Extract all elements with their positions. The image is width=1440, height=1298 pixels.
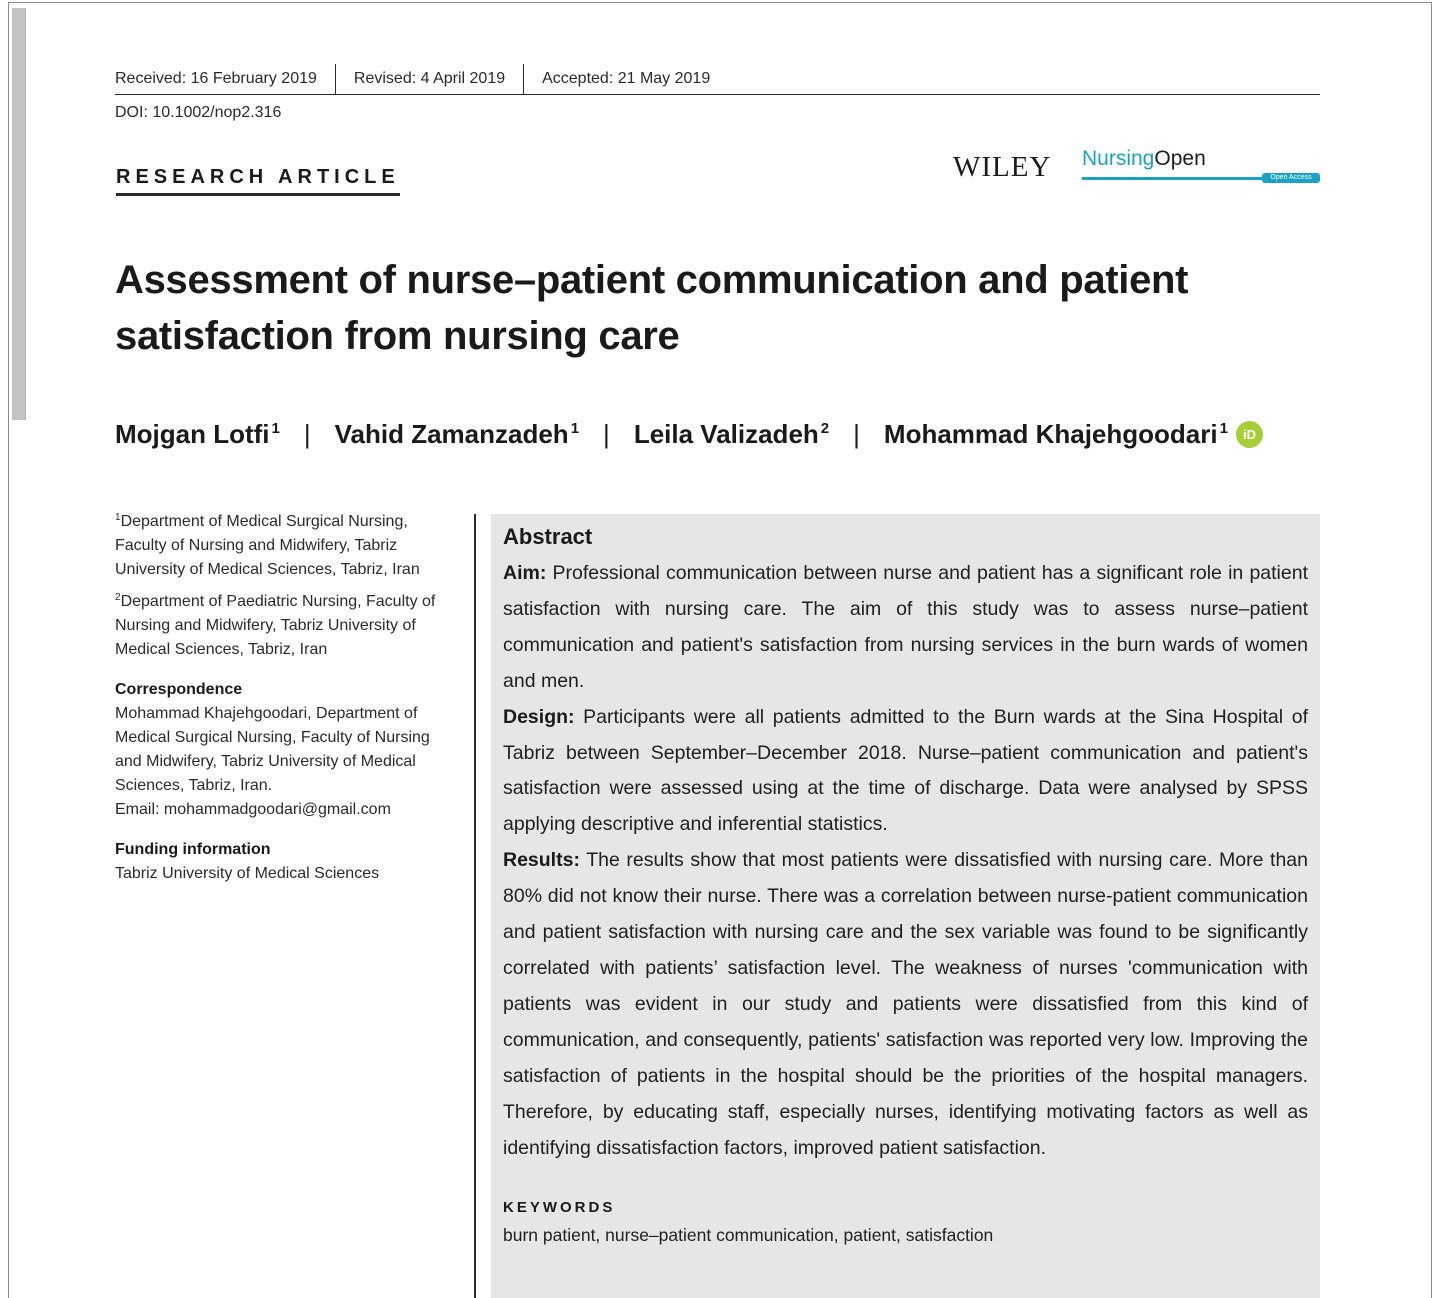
author[interactable]: Mohammad Khajehgoodari $^1$ bbox=[883, 418, 1228, 449]
correspondence-text: Mohammad Khajehgoodari, Department of Medical Surgical Nursing, Faculty of Nursing and Midwifery, Tabriz University of Medical Sciences, Tabriz, Iran. bbox=[115, 705, 430, 794]
article-dates bbox=[115, 64, 1320, 95]
accepted-date: Accepted: 21 May 2019 bbox=[542, 70, 711, 87]
affiliation-marker: 1 bbox=[1219, 419, 1228, 437]
date-divider bbox=[523, 64, 524, 94]
correspondence-email[interactable]: Email: mohammadgoodari@gmail.com bbox=[115, 801, 391, 818]
sidebar-info bbox=[115, 510, 460, 886]
column-divider bbox=[474, 514, 476, 1298]
affiliation-marker: 1 bbox=[570, 419, 580, 437]
affiliation-marker: 1 bbox=[271, 419, 280, 437]
author-separator: | bbox=[853, 418, 860, 449]
abstract-panel bbox=[491, 514, 1320, 1298]
funding-text: Tabriz University of Medical Sciences bbox=[115, 865, 380, 882]
keywords-label: KEYWORDS bbox=[503, 1199, 616, 1217]
abstract-heading: Abstract bbox=[503, 524, 593, 549]
author-separator: | bbox=[303, 418, 311, 449]
journal-logo-underline bbox=[1082, 177, 1262, 180]
orcid-icon[interactable]: iD bbox=[1236, 421, 1263, 448]
correspondence-label: Correspondence bbox=[115, 681, 243, 698]
revised-date: Revised: 4 April 2019 bbox=[353, 70, 506, 87]
affiliation: $^2$Department of Paediatric Nursing, Faculty of Nursing and Midwifery, Tabriz University of Medical Sciences, Tabriz, Iran bbox=[115, 592, 436, 658]
received-date: Received: 16 February 2019 bbox=[115, 70, 317, 87]
funding-label: Funding information bbox=[115, 841, 271, 858]
article-type: RESEARCH ARTICLE bbox=[116, 164, 400, 196]
journal-name-part2: Open bbox=[1154, 147, 1206, 170]
journal-name-part1: Nursing bbox=[1082, 147, 1155, 170]
affiliation-marker: 2 bbox=[820, 419, 830, 437]
abstract-results: Results: The results show that most patients were dissatisfied with nursing care. More than 80% did not know their nurse. There was a correlation between nurse-patient communication and patient satisfaction with nursing care and the sex variable was found to be significantly correlated with patients’ satisfaction level. The weakness of nurses 'communication with patients was evident in our study and patients were dissatisfied from this kind of communication, and consequently, patients' satisfaction was reported very low. Improving the satisfaction of patients in the hospital should be the priorities of the hospital managers. Therefore, by educating staff, especially nurses, identifying motivating factors as well as identifying dissatisfaction factors, improved patient satisfaction. bbox=[503, 849, 1308, 1159]
wiley-logo: WILEY bbox=[953, 151, 1052, 183]
scrollbar-track[interactable] bbox=[0, 0, 8, 1298]
journal-logo bbox=[1082, 146, 1206, 172]
affiliation: $^1$Department of Medical Surgical Nursing, Faculty of Nursing and Midwifery, Tabriz University of Medical Sciences, Tabriz, Iran bbox=[115, 512, 420, 578]
keywords-list: burn patient, nurse–patient communication, patient, satisfaction bbox=[503, 1225, 994, 1246]
article-title: Assessment of nurse–patient communication and patient satisfaction from nursing care bbox=[115, 258, 1189, 358]
author-separator: | bbox=[603, 418, 610, 449]
doi[interactable]: DOI: 10.1002/nop2.316 bbox=[115, 104, 282, 121]
author[interactable]: Vahid Zamanzadeh $^1$ bbox=[334, 418, 580, 449]
abstract-aim: Aim: Professional communication between nurse and patient has a significant role in patient satisfaction with nursing care. The aim of this study was to assess nurse–patient communication and patient's satisfaction from nursing services in the burn wards of women and men. bbox=[503, 562, 1308, 692]
open-access-badge: Open Access bbox=[1262, 173, 1320, 183]
abstract-design: Design: Participants were all patients admitted to the Burn wards at the Sina Hospital of Tabriz between September–December 2018. Nurse–patient communication and patient's satisfaction were assessed using at the time of discharge. Data were analysed by SPSS applying descriptive and inferential statistics. bbox=[503, 705, 1308, 836]
author[interactable]: Mojgan Lotfi $^1$ bbox=[115, 418, 280, 449]
author[interactable]: Leila Valizadeh $^2$ bbox=[633, 418, 830, 449]
date-divider bbox=[335, 64, 336, 94]
author-list bbox=[115, 414, 1263, 454]
publisher-logo bbox=[953, 144, 1321, 188]
